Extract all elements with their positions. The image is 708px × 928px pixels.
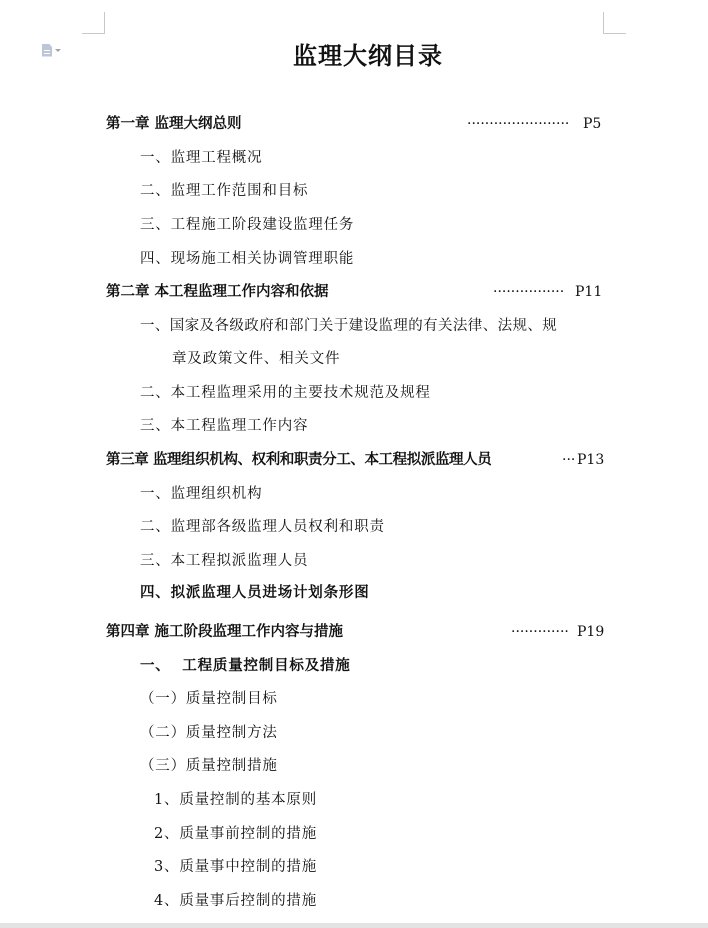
chapter-4-subsection-1: （一）质量控制目标 xyxy=(140,691,278,707)
chapter-2-section-1-cont: 章及政策文件、相关文件 xyxy=(172,351,341,367)
chapter-4-subsection-3: （三）质量控制措施 xyxy=(140,758,278,774)
chapter-4-section-1: 一、 工程质量控制目标及措施 xyxy=(140,657,351,674)
crop-mark-top-left-h xyxy=(82,33,104,34)
chapter-1-page: P5 xyxy=(583,116,602,132)
chapter-2-section-2: 二、本工程监理采用的主要技术规范及规程 xyxy=(140,385,431,401)
chapter-1-section-1: 一、监理工程概况 xyxy=(140,150,263,166)
crop-mark-top-right-v xyxy=(603,12,604,34)
page-bottom-edge xyxy=(0,923,708,928)
chapter-1-section-4: 四、现场施工相关协调管理职能 xyxy=(140,251,355,267)
chapter-2-page: P11 xyxy=(575,284,603,300)
crop-mark-top-right-h xyxy=(604,33,626,34)
chapter-4-page: P19 xyxy=(577,624,605,640)
chapter-4-item-1: 1、质量控制的基本原则 xyxy=(154,792,318,808)
chapter-3-section-2: 二、监理部各级监理人员权利和职责 xyxy=(140,519,385,535)
chapter-4-item-4: 4、质量事后控制的措施 xyxy=(154,893,318,909)
crop-mark-top-left-v xyxy=(104,12,105,34)
chapter-3-section-1: 一、监理组织机构 xyxy=(140,486,263,502)
chapter-3-section-3: 三、本工程拟派监理人员 xyxy=(140,553,309,569)
chapter-2-section-1: 一、国家及各级政府和部门关于建设监理的有关法律、法规、规 xyxy=(140,318,558,334)
chapter-4-leader: ············· xyxy=(511,624,569,640)
chapter-3-section-4: 四、拟派监理人员进场计划条形图 xyxy=(140,584,370,601)
chapter-2-title: 第二章 本工程监理工作内容和依据 xyxy=(106,283,329,300)
chapter-3-leader: ··· xyxy=(562,452,576,468)
chapter-4-title: 第四章 施工阶段监理工作内容与措施 xyxy=(106,623,344,640)
chapter-1-section-2: 二、监理工作范围和目标 xyxy=(140,183,309,199)
chapter-4-subsection-2: （二）质量控制方法 xyxy=(140,725,278,741)
chapter-1-leader: ······················· xyxy=(467,116,570,132)
chapter-2-leader: ················ xyxy=(493,284,565,300)
chapter-2-section-3: 三、本工程监理工作内容 xyxy=(140,418,309,434)
chapter-4-item-2: 2、质量事前控制的措施 xyxy=(154,826,318,842)
document-title: 监理大纲目录 xyxy=(293,41,443,70)
chapter-3-title: 第三章 监理组织机构、权利和职责分工、本工程拟派监理人员 xyxy=(106,451,492,468)
chapter-3-page: P13 xyxy=(577,452,605,468)
chapter-1-title: 第一章 监理大纲总则 xyxy=(106,115,242,132)
chapter-4-item-3: 3、质量事中控制的措施 xyxy=(154,859,318,875)
chapter-1-section-3: 三、工程施工阶段建设监理任务 xyxy=(140,217,355,233)
